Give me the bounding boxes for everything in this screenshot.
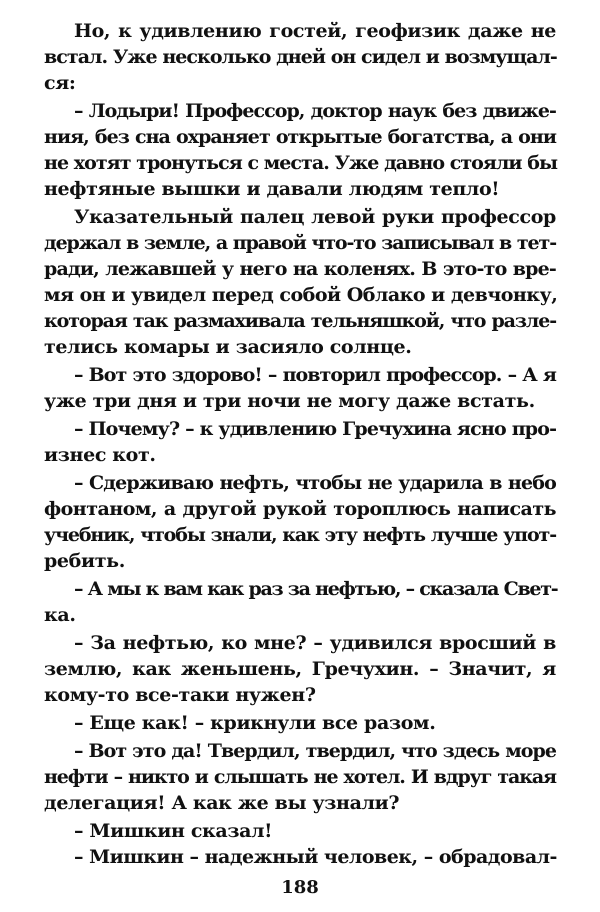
text-line: ся: [44, 72, 76, 94]
text-line: уже три дня и три ночи не могу даже встать. [44, 390, 535, 412]
text-line: – Еще как! – крикнули все разом. [74, 712, 436, 734]
text-line: ради, лежавшей у него на коленях. В это-то вре- [44, 258, 556, 280]
text-line: Указательный палец левой руки профессор [74, 206, 556, 228]
book-page [44, 18, 556, 898]
text-line: учебник, чтобы знали, как эту нефть лучше упот- [44, 524, 556, 546]
text-line: мя он и увидел перед собой Облако и девчонку, [44, 284, 558, 306]
text-line: – Почему? – к удивлению Гречухина ясно про- [74, 418, 557, 440]
text-line: – Вот это здорово! – повторил профессор. – А я [74, 364, 556, 386]
text-line: – Мишкин сказал! [74, 820, 273, 842]
text-line: изнес кот. [44, 444, 156, 466]
text-line: землю, как женьшень, Гречухин. – Значит, я [44, 658, 556, 680]
text-line: ния, без сна охраняет открытые богатства, а они [44, 126, 556, 148]
text-line: – Вот это да! Твердил, твердил, что здесь море [74, 740, 556, 762]
text-line: – Лодыри! Профессор, доктор наук без движе- [74, 100, 556, 122]
text-line: не хотят тронуться с места. Уже давно стояли бы [44, 152, 558, 174]
text-line: встал. Уже несколько дней он сидел и возмущал- [44, 46, 557, 68]
text-line: – Мишкин – надежный человек, – обрадовал- [74, 846, 557, 868]
text-line: которая так размахивала тельняшкой, что разле- [44, 310, 556, 332]
text-line: нефти – никто и слышать не хотел. И вдруг такая [44, 766, 556, 788]
text-line: фонтаном, а другой рукой тороплюсь написать [44, 498, 556, 520]
text-line: ребить. [44, 550, 125, 572]
text-line: телись комары и засияло солнце. [44, 336, 412, 358]
page-number: 188 [281, 877, 319, 898]
text-line: – Сдерживаю нефть, чтобы не ударила в небо [74, 472, 556, 494]
text-line: Но, к удивлению гостей, геофизик даже не [74, 20, 556, 42]
text-line: – А мы к вам как раз за нефтью, – сказала Свет- [74, 578, 558, 600]
text-line: кому-то все-таки нужен? [44, 684, 316, 706]
text-line: нефтяные вышки и давали людям тепло! [44, 178, 500, 200]
text-line: делегация! А как же вы узнали? [44, 792, 400, 814]
text-line: ка. [44, 604, 76, 626]
text-line: держал в земле, а правой что-то записывал в тет- [44, 232, 556, 254]
text-line: – За нефтью, ко мне? – удивился вросший в [74, 632, 556, 654]
